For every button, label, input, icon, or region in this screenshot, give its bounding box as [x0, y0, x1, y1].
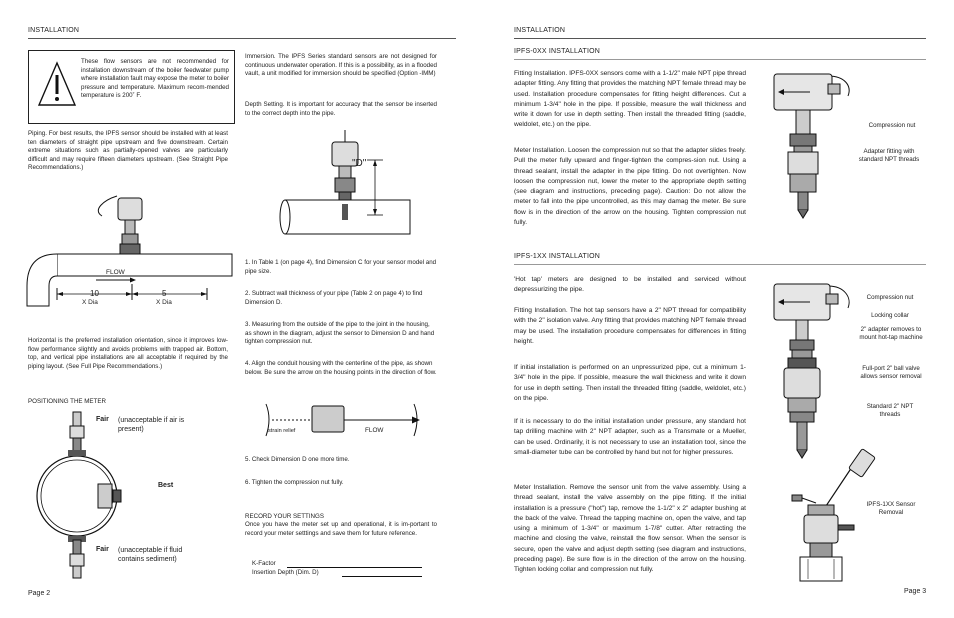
dimension-d-label: "D" — [352, 158, 367, 169]
under-pressure-paragraph: If it is necessary to do the initial installation under pressure, any standard hot tap drilling machine with 2" NPT adapter, such as a Transmate or a Mueller, can be used. Ordinarily, it is not necessary to use an installation tool, since the small-diameter tube can be controlled by hand but not for higher pressures. — [514, 418, 746, 456]
ipfs0xx-title: IPFS-0XX INSTALLATION — [514, 48, 601, 55]
fig1-adapter-label: Adapter fitting with standard NPT threads — [858, 148, 920, 163]
step-2: 2. Subtract wall thickness of your pipe (Table 2 on page 4) to find Dimension D. — [245, 290, 423, 306]
warning-text: These flow sensors are not recommended for installation downstream of the boiler feedwater pump where installation fault may expose the meter to boiler pressure and temperature. Maximum recom-mended temperature is 200˚ F. — [81, 58, 229, 100]
record-paragraph: Once you have the meter set up and operational, it is im-portant to record your meter setttings and save them for future reference. — [245, 521, 437, 537]
dim-5-dia-label: X Dia — [156, 299, 172, 306]
ipfs0xx-meter-paragraph: Meter Installation. Loosen the compression nut so that the adapter slides freely. Pull the meter fully upward and finger-tighten the compres-sion nut. Using a thread sealant, install the adapter in the pipe fitting. Do not overtighten. Now loosen the compression nut, lower the meter to the appropriate depth setting (see diagram and instructions, preceding page). Caution: Do not allow the meter to fall into the pipe uncontrolled, as this may damag the meter. Be sure flow is in the direction of the arrow on the housing. Tighten compression nut fully. — [514, 147, 746, 227]
step-4: 4. Align the conduit housing with the centerline of the pipe, as shown below. Be sure the arrow on the housing points in the direction of flow. — [245, 360, 437, 376]
ipfs1xx-rule — [514, 264, 926, 265]
dim-10-dia-label: X Dia — [82, 299, 98, 306]
bottom-position-fair: Fair — [96, 546, 109, 553]
top-position-fair: Fair — [96, 416, 109, 423]
dim-5-label: 5 — [162, 289, 167, 298]
right-page-number: Page 3 — [904, 588, 927, 595]
unpressurized-paragraph: If initial installation is performed on an unpressurized pipe, cut a minimum 1-3/4" hole in the pipe. If possible, measure the wall thickness and write it down for use in depth setting. Then install the threaded fitting (saddle, weldolet, etc.) on the pipe. — [514, 364, 746, 402]
top-position-note: (unacceptable if air is present) — [118, 417, 185, 433]
piping-paragraph: Piping. For best results, the IPFS sensor should be installed with at least ten diameters of straight pipe upstream and five downstream. Certain extreme situations such as partially-opened valves are particularly difficult and may require fifteen diameters upstream. (See Straight Pipe Recommendations.) — [28, 130, 228, 172]
align-flow-label: FLOW — [365, 427, 384, 434]
bottom-position-note: (unacceptable if fluid contains sediment) — [118, 547, 183, 563]
insertion-blank — [342, 576, 422, 577]
left-page-header: INSTALLATION — [28, 27, 80, 34]
step-5: 5. Check Dimension D one more time. — [245, 456, 350, 463]
fig2-adapter-label: 2" adapter removes to mount hot-tap machine — [859, 326, 923, 341]
fig1-compression-nut-label: Compression nut — [868, 122, 916, 129]
fig2-npt-threads-label: Standard 2" NPT threads — [866, 403, 914, 418]
immersion-paragraph: Immersion. The IPFS Series standard sensors are not designed for continuous underwater operation. If this is a possibility, as in a flooded vault, a unit modified for immersion should be specified (Option -IMM) — [245, 53, 437, 78]
horizontal-paragraph: Horizontal is the preferred installation orientation, since it improves low-flow performance slightly and avoids problems with trapped air. Bottom, top, and vertical pipe installations are all acceptable if required by the piping layout. (See Full Pipe Recommendations.) — [28, 337, 228, 370]
kfactor-label: K-Factor — [252, 560, 276, 567]
step-6: 6. Tighten the compression nut fully. — [245, 479, 344, 486]
right-page-header: INSTALLATION — [514, 27, 566, 34]
depth-setting-diagram — [275, 130, 415, 240]
kfactor-blank — [287, 567, 422, 568]
fig2-ball-valve-label: Full-port 2" ball valve allows sensor removal — [860, 365, 922, 380]
ipfs0xx-rule — [514, 59, 926, 60]
right-header-rule — [514, 38, 926, 39]
step-3: 3. Measuring from the outside of the pipe to the joint in the housing, as shown in the diagram, adjust the sensor to Dimension D and hand tighten compression nut. — [245, 321, 435, 346]
flow-arrow-icon — [96, 277, 136, 283]
fig2-locking-collar-label: Locking collar — [871, 312, 909, 319]
ipfs1xx-title: IPFS-1XX INSTALLATION — [514, 253, 601, 260]
left-page-number: Page 2 — [28, 590, 51, 597]
record-title: RECORD YOUR SETTINGS — [245, 513, 324, 520]
hot-tap-paragraph: 'Hot tap' meters are designed to be installed and serviced without depressurizing the pipe. — [514, 276, 746, 294]
fig3-sensor-removal-label: IPFS-1XX Sensor Removal — [866, 501, 916, 516]
positioning-title: POSITIONING THE METER — [28, 398, 106, 405]
pipe-flow-label: FLOW — [106, 269, 125, 276]
fig2-compression-nut-label: Compression nut — [866, 294, 914, 301]
ipfs0xx-fitting-paragraph: Fitting Installation. IPFS-0XX sensors come with a 1-1/2" male NPT pipe thread adapter fitting. Any fitting that provides the matching NPT female thread may be used. Installation procedure compensates for fitting height differences. Cut a minimum 1-3/4" hole in the pipe. If possible, measure the wall thickness and write it down for use in depth setting. Then install the threaded fitting (saddle, weldolet, etc.) on the pipe. — [514, 70, 746, 129]
warning-box — [28, 50, 235, 124]
insertion-label: Insertion Depth (Dim. D) — [252, 569, 319, 576]
step-1: 1. In Table 1 (on page 4), find Dimension C for your sensor model and pipe size. — [245, 259, 437, 275]
ipfs1xx-meter-paragraph: Meter Installation. Remove the sensor unit from the valve assembly. Using a thread sealant, install the valve assembly on the pipe fitting. If the initial installation is a pressure ("hot") tap, remove the 1-1/2" x 2" adapter bushing at the back of the valve. Thread the tapping machine on, open the valve, and tap using a minimum of 1-3/4" or maximum 1-7/8" cutter. After retracting the machine and closing the valve, reinstall the flow sensor. When the sensor is secure, open the valve and adjust depth setting (see diagram and instructions, preceding page). Be sure flow is in the direction of the arrow on the housing. Tighten locking collar and compression nut fully. — [514, 484, 746, 574]
ipfs1xx-sensor-figure — [770, 276, 865, 466]
best-position-label: Best — [158, 482, 174, 489]
left-header-rule — [28, 38, 456, 39]
alignment-diagram — [264, 404, 424, 444]
pipe-install-diagram — [22, 196, 232, 336]
warning-icon — [37, 61, 77, 107]
strain-relief-label: strain relief — [268, 428, 296, 434]
ipfs0xx-sensor-figure — [770, 66, 860, 226]
ipfs1xx-fitting-paragraph: Fitting Installation. The hot tap sensors have a 2" NPT thread for compatibility with the 2" isolation valve. Any fitting that provides matching NPT female thread may be used. The installation procedure compensates for differences in fitting height. — [514, 307, 746, 345]
depth-paragraph: Depth Setting. It is important for accuracy that the sensor be inserted to the correct depth into the pipe. — [245, 101, 437, 117]
dim-10-label: 10 — [90, 289, 99, 298]
sensor-removal-figure — [790, 455, 890, 585]
